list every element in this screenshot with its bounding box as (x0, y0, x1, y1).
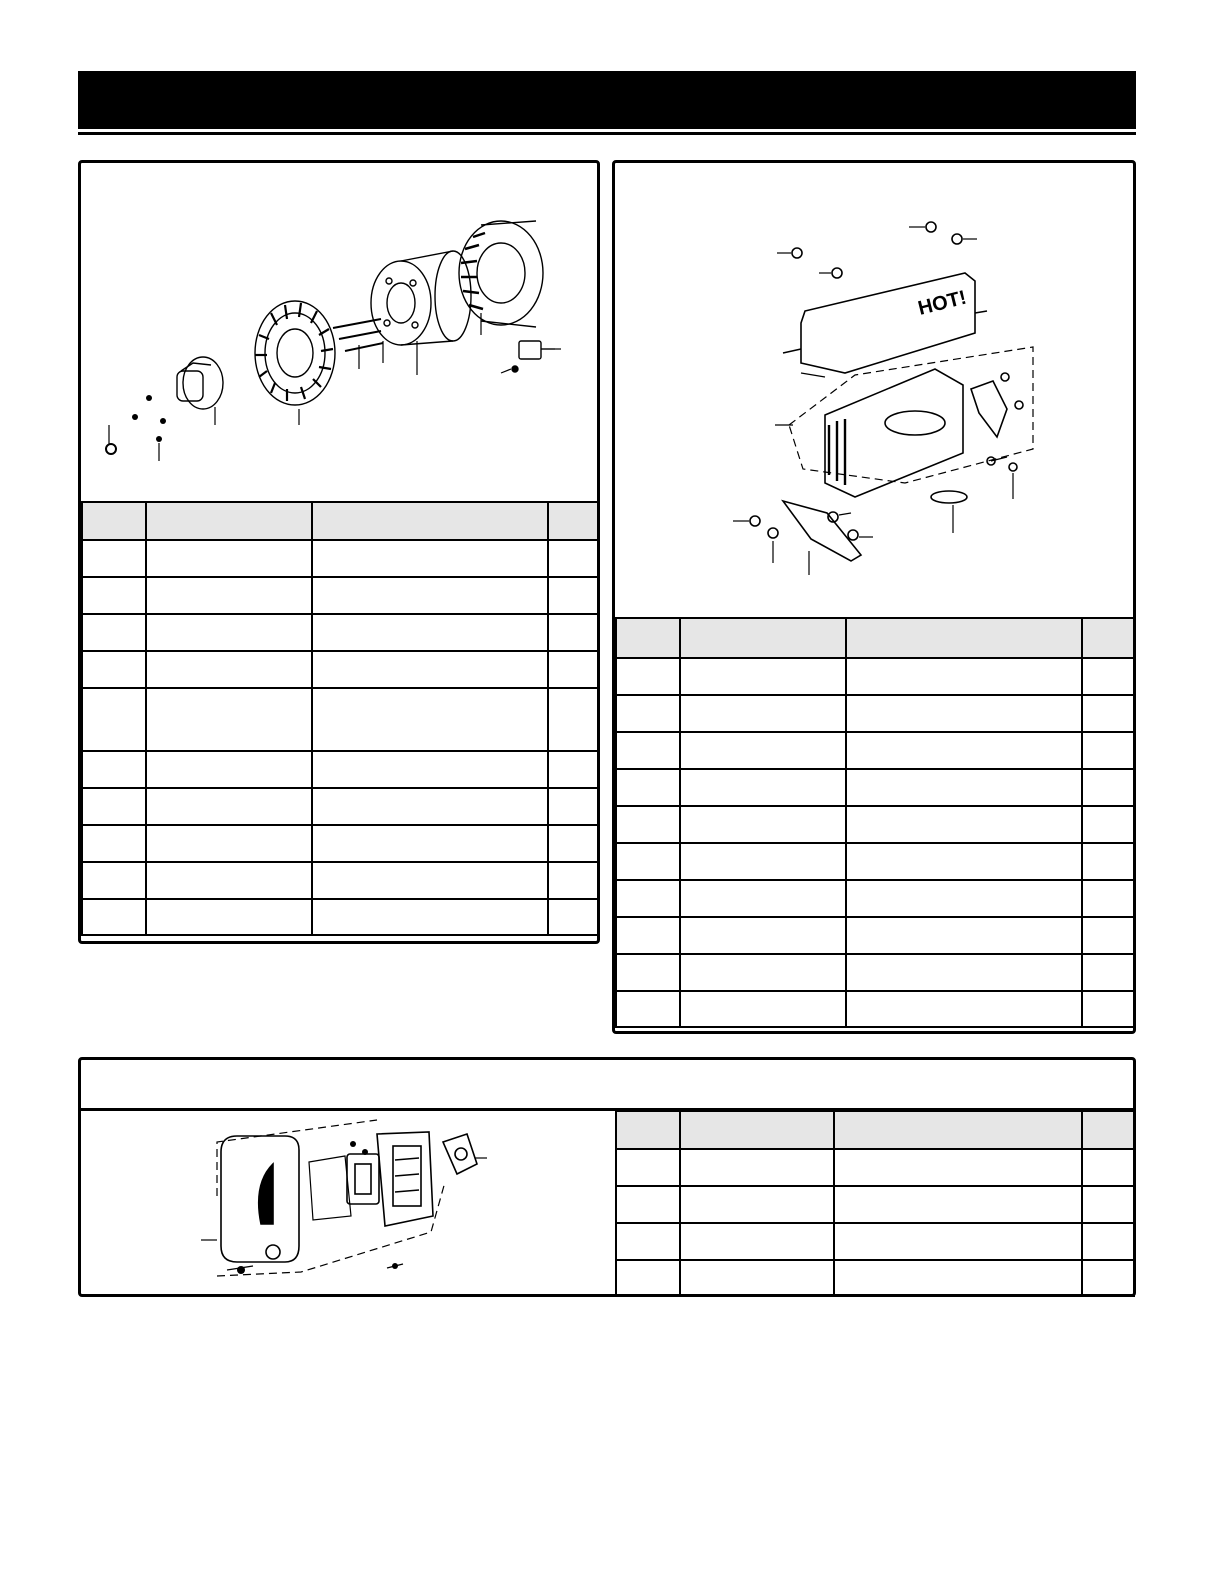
table-cell (82, 751, 146, 788)
table-cell (616, 1223, 680, 1260)
table-cell (82, 899, 146, 935)
air-filter-parts-table (615, 1110, 1135, 1297)
header-rule (78, 132, 1136, 135)
table-cell (616, 806, 680, 843)
table-cell (846, 658, 1082, 695)
hot-warning-decal: HOT! (915, 286, 969, 320)
table-row (616, 658, 1134, 695)
table-cell (146, 688, 312, 751)
table-cell (146, 577, 312, 614)
table-cell (680, 1149, 834, 1186)
gasket-icon (931, 491, 967, 503)
table-cell (548, 651, 598, 688)
table-cell (1082, 991, 1134, 1027)
muffler-panel (612, 160, 1136, 1034)
muffler-body-icon (825, 369, 963, 497)
bolt-icon (792, 222, 962, 278)
table-cell (1082, 1223, 1134, 1260)
table-cell (312, 788, 548, 825)
table-row (82, 825, 598, 862)
table-cell (680, 917, 846, 954)
column-header (834, 1111, 1082, 1149)
callout-leader-lines (733, 373, 1013, 575)
stator-drum-icon (459, 221, 543, 327)
table-cell (616, 991, 680, 1027)
air-filter-cover-icon (221, 1136, 299, 1262)
table-cell (82, 614, 146, 651)
column-header (312, 502, 548, 540)
table-cell (680, 954, 846, 991)
brush-holder-icon (512, 341, 555, 372)
gasket-icon (347, 1154, 379, 1204)
table-cell (616, 1260, 680, 1296)
table-cell (548, 688, 598, 751)
cooling-fan-icon (255, 301, 335, 405)
table-row (616, 1186, 1134, 1223)
table-cell (680, 806, 846, 843)
table-row (616, 1149, 1134, 1186)
table-cell (616, 1149, 680, 1186)
table-cell (82, 651, 146, 688)
table-cell (312, 862, 548, 899)
table-row (616, 695, 1134, 732)
table-cell (82, 825, 146, 862)
column-header (680, 618, 846, 658)
table-row (616, 843, 1134, 880)
table-cell (82, 788, 146, 825)
table-row (616, 991, 1134, 1027)
table-row (82, 899, 598, 935)
table-cell (680, 1223, 834, 1260)
table-cell (680, 843, 846, 880)
column-header (846, 618, 1082, 658)
table-cell (616, 695, 680, 732)
table-row (82, 614, 598, 651)
table-cell (846, 917, 1082, 954)
column-header (548, 502, 598, 540)
table-cell (1082, 806, 1134, 843)
table-header-row (616, 618, 1134, 658)
heat-shield-icon (783, 273, 987, 373)
callout-leader-lines (777, 227, 977, 273)
table-cell (680, 1186, 834, 1223)
table-cell (82, 577, 146, 614)
table-cell (1082, 732, 1134, 769)
table-cell (146, 899, 312, 935)
table-cell (1082, 843, 1134, 880)
table-cell (312, 577, 548, 614)
table-cell (312, 614, 548, 651)
table-cell (616, 880, 680, 917)
table-cell (846, 806, 1082, 843)
column-header (146, 502, 312, 540)
table-cell (548, 751, 598, 788)
table-cell (616, 954, 680, 991)
table-cell (1082, 1149, 1134, 1186)
table-cell (680, 991, 846, 1027)
table-cell (146, 651, 312, 688)
alternator-exploded-diagram (81, 163, 597, 499)
table-cell (680, 769, 846, 806)
table-cell (146, 751, 312, 788)
table-cell (312, 825, 548, 862)
alternator-parts-table (81, 501, 599, 936)
table-cell (834, 1260, 1082, 1296)
table-header-row (616, 1111, 1134, 1149)
table-cell (146, 788, 312, 825)
page-header-bar (78, 71, 1136, 129)
table-cell (846, 880, 1082, 917)
table-cell (616, 843, 680, 880)
table-row (616, 732, 1134, 769)
column-header (1082, 618, 1134, 658)
column-header (1082, 1111, 1134, 1149)
table-cell (548, 614, 598, 651)
alternator-panel (78, 160, 600, 944)
table-cell (146, 825, 312, 862)
table-cell (548, 788, 598, 825)
muffler-parts-table (615, 617, 1135, 1028)
table-cell (82, 540, 146, 577)
table-cell (548, 899, 598, 935)
table-cell (680, 1260, 834, 1296)
table-row (82, 788, 598, 825)
table-cell (846, 843, 1082, 880)
column-header (680, 1111, 834, 1149)
table-cell (82, 688, 146, 751)
table-cell (1082, 954, 1134, 991)
table-cell (616, 1186, 680, 1223)
table-row (82, 688, 598, 751)
table-cell (616, 732, 680, 769)
table-cell (680, 695, 846, 732)
table-row (82, 862, 598, 899)
screw-icon (106, 395, 166, 454)
table-row (616, 1260, 1134, 1296)
table-row (616, 1223, 1134, 1260)
callout-leader-lines (201, 1158, 487, 1270)
table-cell (680, 732, 846, 769)
assembly-dashed-outline (217, 1120, 445, 1276)
table-cell (1082, 695, 1134, 732)
table-cell (834, 1149, 1082, 1186)
end-cover-icon (177, 357, 223, 409)
table-cell (846, 991, 1082, 1027)
table-cell (1082, 1260, 1134, 1296)
column-header (82, 502, 146, 540)
table-cell (680, 658, 846, 695)
table-row (616, 917, 1134, 954)
filter-element-icon (309, 1156, 351, 1220)
bolt-icon (750, 457, 1017, 540)
table-row (82, 651, 598, 688)
table-cell (312, 751, 548, 788)
muffler-exploded-diagram (615, 163, 1133, 617)
table-cell (548, 825, 598, 862)
table-cell (548, 862, 598, 899)
table-header-row (82, 502, 598, 540)
air-filter-base-icon (377, 1132, 433, 1226)
table-cell (146, 862, 312, 899)
table-cell (82, 862, 146, 899)
table-cell (616, 769, 680, 806)
table-row (82, 577, 598, 614)
table-cell (846, 732, 1082, 769)
table-cell (846, 954, 1082, 991)
table-cell (312, 651, 548, 688)
table-cell (548, 577, 598, 614)
table-cell (1082, 880, 1134, 917)
table-row (82, 540, 598, 577)
table-cell (146, 614, 312, 651)
table-cell (312, 540, 548, 577)
column-header (616, 1111, 680, 1149)
air-filter-panel (78, 1057, 1136, 1297)
table-cell (312, 688, 548, 751)
table-cell (616, 658, 680, 695)
table-cell (548, 540, 598, 577)
table-cell (146, 540, 312, 577)
table-cell (1082, 658, 1134, 695)
table-cell (846, 769, 1082, 806)
table-row (82, 751, 598, 788)
column-header (616, 618, 680, 658)
table-cell (1082, 1186, 1134, 1223)
table-cell (312, 899, 548, 935)
spark-arrester-icon (971, 373, 1023, 437)
air-filter-exploded-diagram (181, 1112, 511, 1292)
rotor-icon (371, 251, 471, 345)
table-cell (680, 880, 846, 917)
table-row (616, 880, 1134, 917)
table-cell (834, 1223, 1082, 1260)
gasket-icon (443, 1134, 477, 1174)
table-cell (1082, 769, 1134, 806)
table-cell (1082, 917, 1134, 954)
table-cell (834, 1186, 1082, 1223)
table-cell (616, 917, 680, 954)
table-cell (846, 695, 1082, 732)
table-row (616, 954, 1134, 991)
table-row (616, 806, 1134, 843)
table-row (616, 769, 1134, 806)
